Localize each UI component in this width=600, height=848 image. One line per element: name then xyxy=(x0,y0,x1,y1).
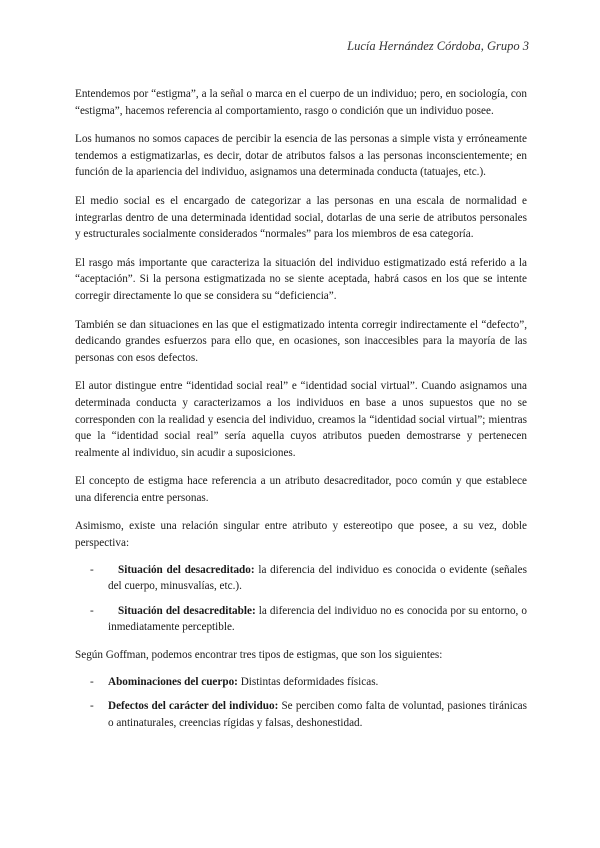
paragraph-perception: Los humanos no somos capaces de percibir la esencia de las personas a simple vista y erróneamente tendemos a estigmatizarlas, es decir, dotar de atributos falsos a las personas inconscientemente; en función de la apariencia del individuo, asignamos una determinada conducta (tatuajes, etc.). xyxy=(75,133,527,179)
paragraph-stigma-concept: El concepto de estigma hace referencia a un atributo desacreditador, poco común y que establece una diferencia entre personas. xyxy=(75,475,527,504)
list-item-term: Situación del desacreditable: xyxy=(118,604,256,617)
bullet-dash: - xyxy=(90,675,94,688)
list-item-text: la diferencia del individuo no es conocida por su entorno, o inmediatamente perceptible. xyxy=(108,604,527,634)
paragraph-social-environment: El medio social es el encargado de categorizar a las personas en una escala de normalidad e integrarlas dentro de una determinada identidad social, dotarlas de una serie de atributos personales y estructurales socialmente considerados “normales” para los miembros de esa categoría. xyxy=(75,194,527,241)
page-header-author: Lucía Hernández Córdoba, Grupo 3 xyxy=(347,39,529,53)
list-item-term: Situación del desacreditado: xyxy=(118,563,255,576)
list-item xyxy=(75,698,527,731)
stigma-types-list xyxy=(75,674,527,732)
paragraph-goffman-intro: Según Goffman, podemos encontrar tres tipos de estigmas, que son los siguientes: xyxy=(75,649,443,662)
perspective-list xyxy=(75,562,527,636)
paragraph-acceptance: El rasgo más importante que caracteriza la situación del individuo estigmatizado está referido a la “aceptación”. Si la persona estigmatizada no se siente aceptada, habrá casos en los que se intente corregir directamente lo que se considera su “deficiencia”. xyxy=(75,256,527,302)
document-body xyxy=(75,86,527,742)
paragraph-stigma-definition: Entendemos por “estigma”, a la señal o marca en el cuerpo de un individuo; pero, en sociología, con “estigma”, hacemos referencia al comportamiento, rasgo o condición que un individuo posee. xyxy=(75,88,527,117)
list-item-term: Abominaciones del cuerpo: xyxy=(108,675,238,688)
bullet-dash: - xyxy=(90,700,94,713)
list-item-text: Distintas deformidades físicas. xyxy=(237,675,379,688)
paragraph-social-identity: El autor distingue entre “identidad social real” e “identidad social virtual”. Cuando asignamos una determinada conducta y caracterizamos a los individuos en base a unos supuestos que no se corresponden con la realidad y esencia del individuo, creamos la “identidad social virtual”; mientras que la “identidad social real” sería aquella cuyos atributos pueden demostrarse y pertenecen realmente al individuo, sin acudir a suposiciones. xyxy=(75,380,527,459)
paragraph-double-perspective: Asimismo, existe una relación singular entre atributo y estereotipo que posee, a su vez, doble perspectiva: xyxy=(75,520,527,550)
list-item xyxy=(75,562,527,595)
bullet-dash: - xyxy=(90,604,94,617)
list-item xyxy=(75,603,527,636)
list-item-text: Se perciben como falta de voluntad, pasiones tiránicas o antinaturales, creencias rígidas y falsas, deshonestidad. xyxy=(108,700,527,729)
bullet-dash: - xyxy=(90,563,94,576)
list-item-text: la diferencia del individuo es conocida o evidente (señales del cuerpo, minusvalías, etc.). xyxy=(108,563,527,593)
list-item xyxy=(75,674,527,691)
paragraph-indirect-correction: También se dan situaciones en las que el estigmatizado intenta corregir indirectamente el “defecto”, dedicando grandes esfuerzos para ello que, en ocasiones, son inaccesibles para la mayoría de las personas con esos defectos. xyxy=(75,318,527,364)
list-item-term: Defectos del carácter del individuo: xyxy=(108,700,279,713)
